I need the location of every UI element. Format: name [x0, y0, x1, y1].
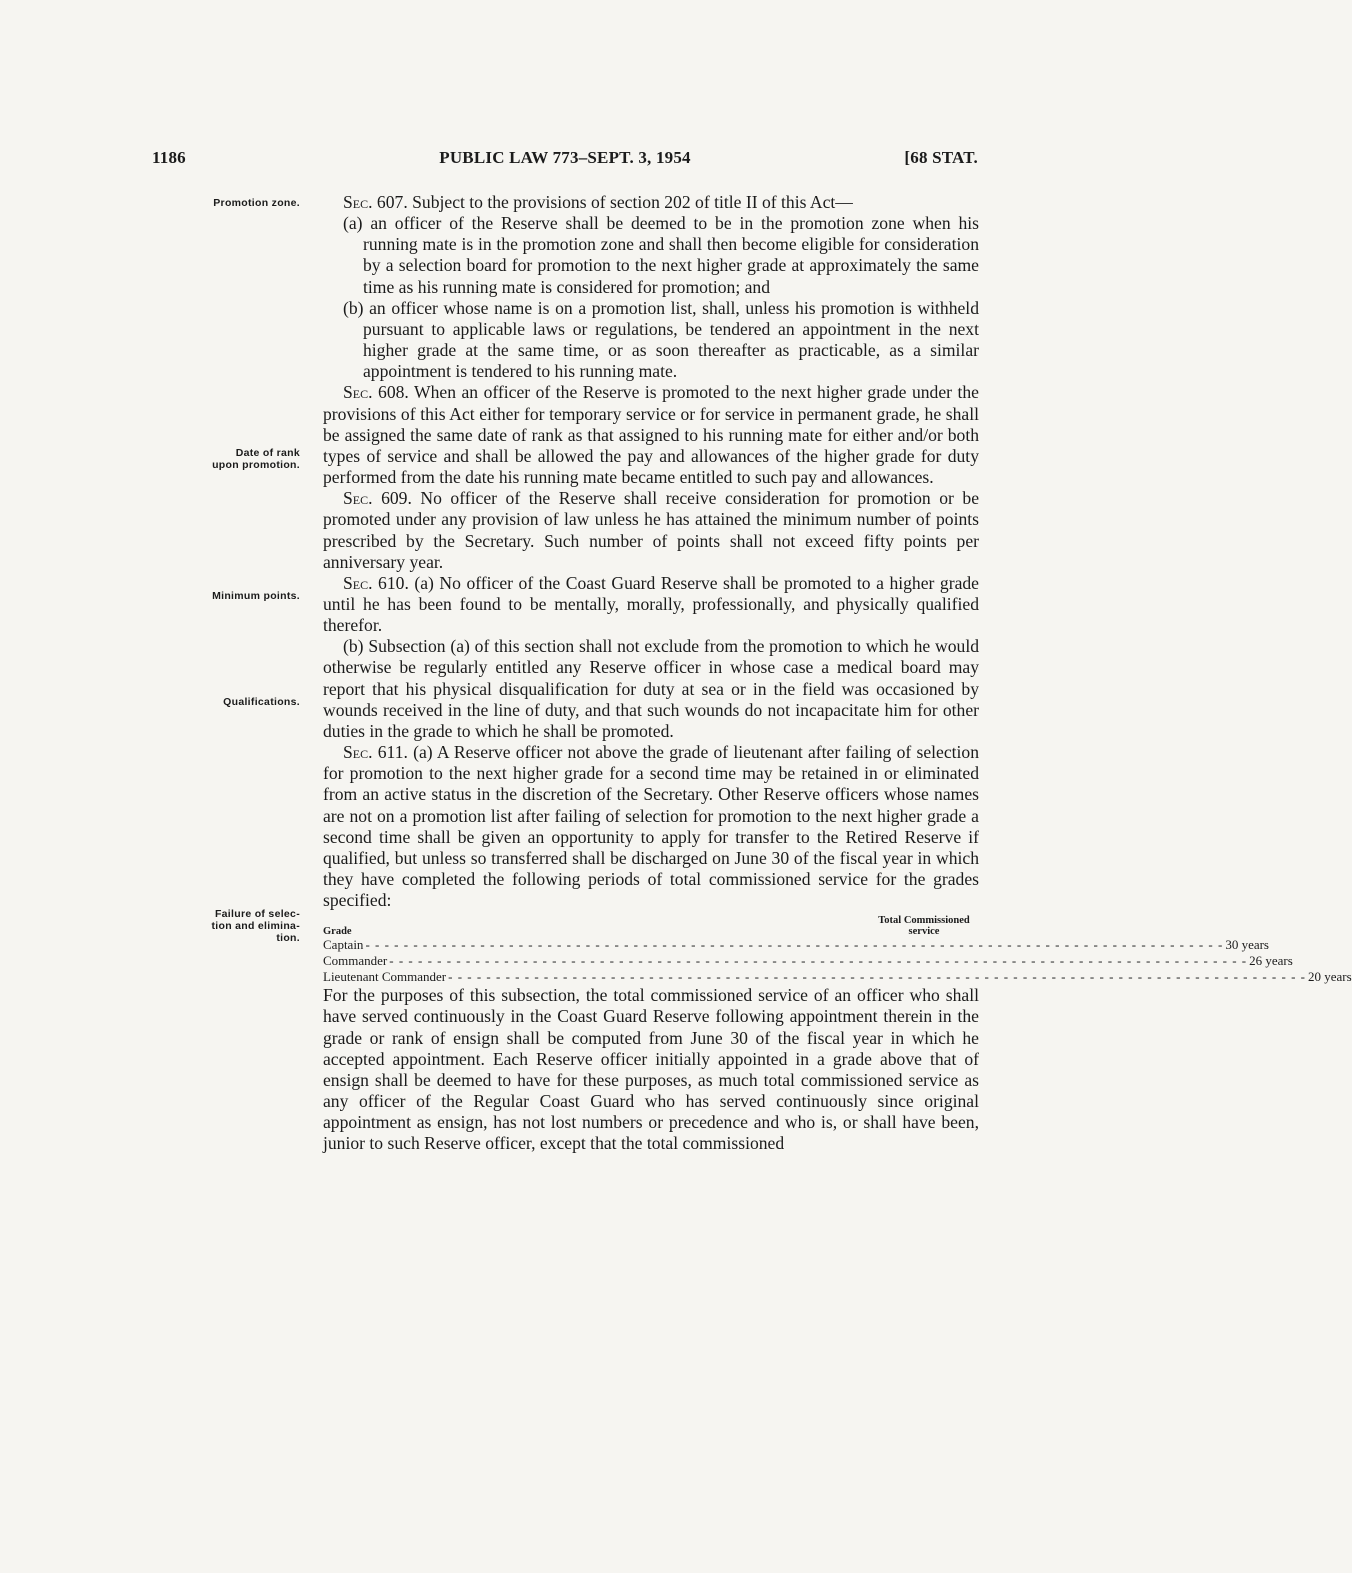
table-row: Captain - - - - - - - - - - - - - - - - - - - - - - - - - - - - - - - - - - - - - - - - - - - - - - - - - - - - - - - - - - - - - - - - - - - - - - - - - - - - - - - - - - - - - - - - - - 30 years — [323, 937, 1269, 953]
page-header — [152, 148, 978, 170]
section-607-b: (b) an officer whose name is on a promotion list, shall, unless his promotion is withheld pursuant to applicable laws or regulations, be tendered an appointment in the next higher grade at the same time, or as soon thereafter as practicable, as a similar appointment is tendered to his running mate. — [343, 297, 979, 382]
section-610-a: Sec. 610. (a) No officer of the Coast Guard Reserve shall be promoted to a higher grade until he has been found to be mentally, morally, professionally, and physically qualified therefor. — [323, 572, 979, 636]
table-row: Commander - - - - - - - - - - - - - - - - - - - - - - - - - - - - - - - - - - - - - - - - - - - - - - - - - - - - - - - - - - - - - - - - - - - - - - - - - - - - - - - - - - - - - - - - - - 26 years — [323, 953, 1293, 969]
margin-note-failure-of-selection: Failure of selec- tion and elimina- tion. — [211, 908, 300, 944]
service-table — [323, 915, 1352, 985]
statute-body — [323, 192, 1352, 1155]
service-column-header: Total Commissioned service — [878, 915, 970, 938]
service-table-header — [323, 915, 979, 937]
margin-note-minimum-points: Minimum points. — [212, 590, 300, 602]
margin-note-promotion-zone: Promotion zone. — [213, 197, 300, 209]
margin-note-date-of-rank: Date of rank upon promotion. — [212, 447, 300, 471]
section-611-continuation: For the purposes of this subsection, the total commissioned service of an officer who shall have served continuously in the Coast Guard Reserve following appointment therein in the grade or rank of ensign shall be computed from June 30 of the fiscal year in which he accepted appointment. Each Reserve officer initially appointed in a grade above that of ensign shall be deemed to have for these purposes, as much total commissioned service as any officer of the Regular Coast Guard who has served continuously since original appointment as ensign, has not lost numbers or precedence and who is, or shall have been, junior to such Reserve officer, except that the total commissioned — [323, 985, 979, 1154]
table-row: Lieutenant Commander - - - - - - - - - - - - - - - - - - - - - - - - - - - - - - - - - - - - - - - - - - - - - - - - - - - - - - - - - - - - - - - - - - - - - - - - - - - - - - - - - - - - - - - - - - 20 years — [323, 969, 1352, 985]
section-608: Sec. 608. When an officer of the Reserve is promoted to the next higher grade under the provisions of this Act either for temporary service or for service in permanent grade, he shall be assigned the same date of rank as that assigned to his running mate for either and/or both types of service and shall be allowed the pay and allowances of the higher grade for duty performed from the date his running mate became entitled to such pay and allowances. — [323, 382, 979, 488]
grade-column-header: Grade — [323, 926, 352, 938]
running-title: PUBLIC LAW 773–SEPT. 3, 1954 — [439, 148, 691, 167]
section-609: Sec. 609. No officer of the Reserve shall receive consideration for promotion or be promoted under any provision of law unless he has attained the minimum number of points prescribed by the Secretary. Such number of points shall not exceed fifty points per anniversary year. — [323, 488, 979, 572]
section-607-intro: Sec. 607. Subject to the provisions of section 202 of title II of this Act— — [343, 192, 853, 212]
statute-reference: [68 STAT. — [904, 148, 978, 167]
section-607-a: (a) an officer of the Reserve shall be deemed to be in the promotion zone when his running mate is in the promotion zone and shall then become eligible for consideration by a selection board for promotion to the next higher grade at approximately the same time as his running mate is considered for promotion; and — [343, 213, 979, 297]
section-610-b: (b) Subsection (a) of this section shall not exclude from the promotion to which he would otherwise be regularly entitled any Reserve officer in whose case a medical board may report that his physical disqualification for duty at sea or in the field was occasioned by wounds received in the line of duty, and that such wounds do not incapacitate him for other duties in the grade to which he shall be promoted. — [323, 636, 979, 741]
section-611-a: Sec. 611. (a) A Reserve officer not above the grade of lieutenant after failing of selection for promotion to the next higher grade for a second time may be retained in or eliminated from an active status in the discretion of the Secretary. Other Reserve officers whose names are not on a promotion list after failing of selection for promotion to the next higher grade a second time shall be given an opportunity to apply for transfer to the Retired Reserve if qualified, but unless so transferred shall be discharged on June 30 of the fiscal year in which they have completed the following periods of total commissioned service for the grades specified: — [323, 742, 979, 911]
page-number: 1186 — [152, 148, 186, 167]
margin-note-qualifications: Qualifications. — [223, 696, 300, 708]
